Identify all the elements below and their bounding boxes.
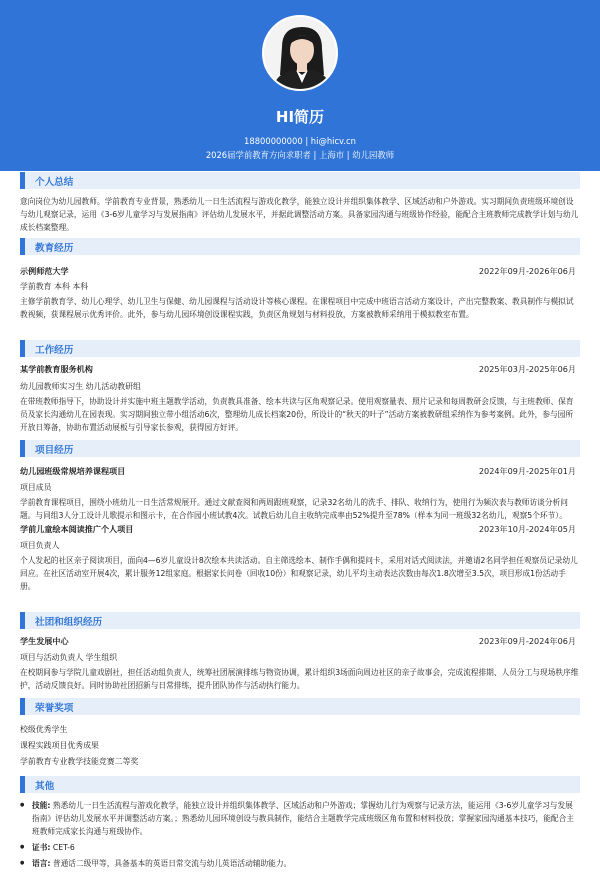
other-item-certificate — [20, 841, 580, 854]
resume-header — [0, 0, 600, 171]
education-text: 主修学前教育学、幼儿心理学、幼儿卫生与保健、幼儿园课程与活动设计等核心课程。在课程项目中完成中班语言活动方案设计，产出完整教案、教具制作与模拟试教视频，获课程展示优秀评价。此外，参与幼儿园环境创设课程实践，负责区角规划与材料投放，方案被教师采纳用于模拟教室布置。 — [20, 297, 574, 319]
candidate-name: HI简历 — [275, 108, 325, 126]
other-item-language — [20, 857, 580, 870]
section-header — [20, 698, 580, 715]
other-item-label: 技能: — [32, 801, 51, 810]
project-text: 个人发起的社区亲子阅读项目，面向4—6岁儿童设计8次绘本共读活动。自主筛选绘本、制作手偶和提问卡，采用对话式阅读法，并邀请2名同学担任观察员记录幼儿回应。在社区活动室开展4次，累计服务12组家庭。根据家长问卷（回收10份）和观察记录，幼儿平均主动表达次数由每次1.8次增至3.5次，项目形成1份活动手册。 — [20, 556, 578, 591]
section-title: 社团和组织经历 — [35, 617, 103, 628]
campus-date: 2023年09月-2024年06月 — [478, 636, 576, 646]
work-text: 在带班教师指导下，协助设计并实施中班主题教学活动，负责教具准备、绘本共读与区角观察记录。使用观察量表、照片记录和每周教研会反馈，与主班教师、保育员及家长沟通幼儿在园表现。实习期间独立带小组活动6次，整理幼儿成长档案20份，所设计的“秋天的叶子”活动方案被教研组采纳作为参考案例。此外，参与园所开放日筹备，协助布置活动展板与引导家长参观，获得园方好评。 — [20, 397, 574, 432]
project-name: 幼儿园班级常规培养课程项目 — [20, 466, 126, 476]
section-title: 教育经历 — [35, 243, 74, 254]
section-header — [20, 440, 580, 457]
campus-entry-header — [20, 634, 580, 648]
work-date: 2025年03月-2025年06月 — [478, 364, 576, 374]
work-role: 幼儿园教师实习生 幼儿活动教研组 — [20, 382, 141, 391]
education-major: 学前教育 本科 本科 — [20, 282, 89, 291]
projects-section — [20, 440, 580, 593]
project-entry-header — [20, 464, 580, 478]
project-entry-header — [20, 522, 580, 536]
profile-photo — [262, 15, 338, 91]
project-date: 2024年09月-2025年01月 — [478, 466, 576, 476]
section-header — [20, 612, 580, 629]
section-title: 其他 — [35, 781, 55, 792]
education-entry-header — [20, 264, 580, 278]
profile-photo-icon — [264, 17, 338, 91]
section-title: 项目经历 — [35, 445, 74, 456]
education-date: 2022年09月-2026年06月 — [478, 266, 576, 276]
other-item-label: 语言: — [32, 859, 51, 868]
honors-section — [20, 698, 580, 770]
other-item-skills — [20, 799, 580, 838]
section-header — [20, 776, 580, 793]
campus-org: 学生发展中心 — [20, 636, 69, 646]
honor-item: 学前教育专业教学技能竞赛二等奖 — [20, 757, 139, 766]
project-name: 学前儿童绘本阅读推广个人项目 — [20, 524, 134, 534]
job-intent: 2026届学前教育方向求职者 | 上海市 | 幼儿园教师 — [205, 150, 395, 160]
other-item-text: CET-6 — [52, 843, 75, 852]
other-item-label: 证书: — [32, 843, 51, 852]
section-header — [20, 172, 580, 189]
honor-item: 校级优秀学生 — [20, 725, 68, 734]
contact-info — [0, 134, 600, 162]
campus-section — [20, 612, 580, 692]
school-name: 示例师范大学 — [20, 266, 69, 276]
campus-role: 项目与活动负责人 学生组织 — [20, 653, 118, 662]
honor-item: 课程实践项目优秀成果 — [20, 741, 99, 750]
summary-text: 意向岗位为幼儿园教师。学前教育专业背景，熟悉幼儿一日生活流程与游戏化教学，能独立设计并组织集体教学、区域活动和户外游戏。实习期间负责班级环境创设与幼儿观察记录，运用《3-6岁儿童学习与发展指南》评估幼儿发展水平，并据此调整活动方案。具备家园沟通与班级协作经验，能配合主班教师完成教学计划与幼儿成长档案整理。 — [20, 197, 579, 232]
work-org: 某学前教育服务机构 — [20, 364, 93, 374]
section-header — [20, 340, 580, 357]
other-item-text: 熟悉幼儿一日生活流程与游戏化教学，能独立设计并组织集体教学、区域活动和户外游戏；掌握幼儿行为观察与记录方法，能运用《3-6岁儿童学习与发展指南》评估幼儿发展水平并调整活动方案。；熟悉幼儿园环境创设与教具制作，能结合主题教学完成班级区角布置和材料投放；掌握家园沟通基本技巧，能配合主班教师完成家长沟通与班级协作。 — [32, 801, 574, 836]
other-section — [20, 776, 580, 870]
education-section — [20, 238, 580, 321]
project-text: 学前教育课程项目，围绕小班幼儿一日生活常规展开。通过文献查阅和两周跟班观察，记录32名幼儿的洗手、排队、收纳行为，使用行为频次表与教师访谈分析问题。与同组3人分工设计儿歌提示和图示卡，在合作园小班试教4次。试教后幼儿自主收纳完成率由52%提升至78%（样本为同一班级32名幼儿，观察5个环节）。 — [20, 498, 568, 520]
section-title: 工作经历 — [35, 345, 74, 356]
phone-email: 18800000000 | hi@hicv.cn — [244, 136, 356, 146]
project-role: 项目成员 — [20, 483, 52, 492]
section-header — [20, 238, 580, 255]
project-date: 2023年10月-2024年05月 — [478, 524, 576, 534]
campus-text: 在校期间参与学院儿童戏剧社，担任活动组负责人，统筹社团展演排练与物资协调，累计组织3场面向周边社区的亲子故事会，完成流程排期、人员分工与现场秩序维护，活动反馈良好。同时协助社团招新与日常排练，提升团队协作与活动执行能力。 — [20, 668, 579, 690]
summary-section — [20, 172, 580, 234]
work-section — [20, 340, 580, 434]
work-entry-header — [20, 362, 580, 376]
other-item-text: 普通话二级甲等，具备基本的英语日常交流与幼儿英语活动辅助能力。 — [52, 859, 292, 868]
section-title: 个人总结 — [35, 177, 74, 188]
project-role: 项目负责人 — [20, 541, 60, 550]
section-title: 荣誉奖项 — [35, 703, 74, 714]
